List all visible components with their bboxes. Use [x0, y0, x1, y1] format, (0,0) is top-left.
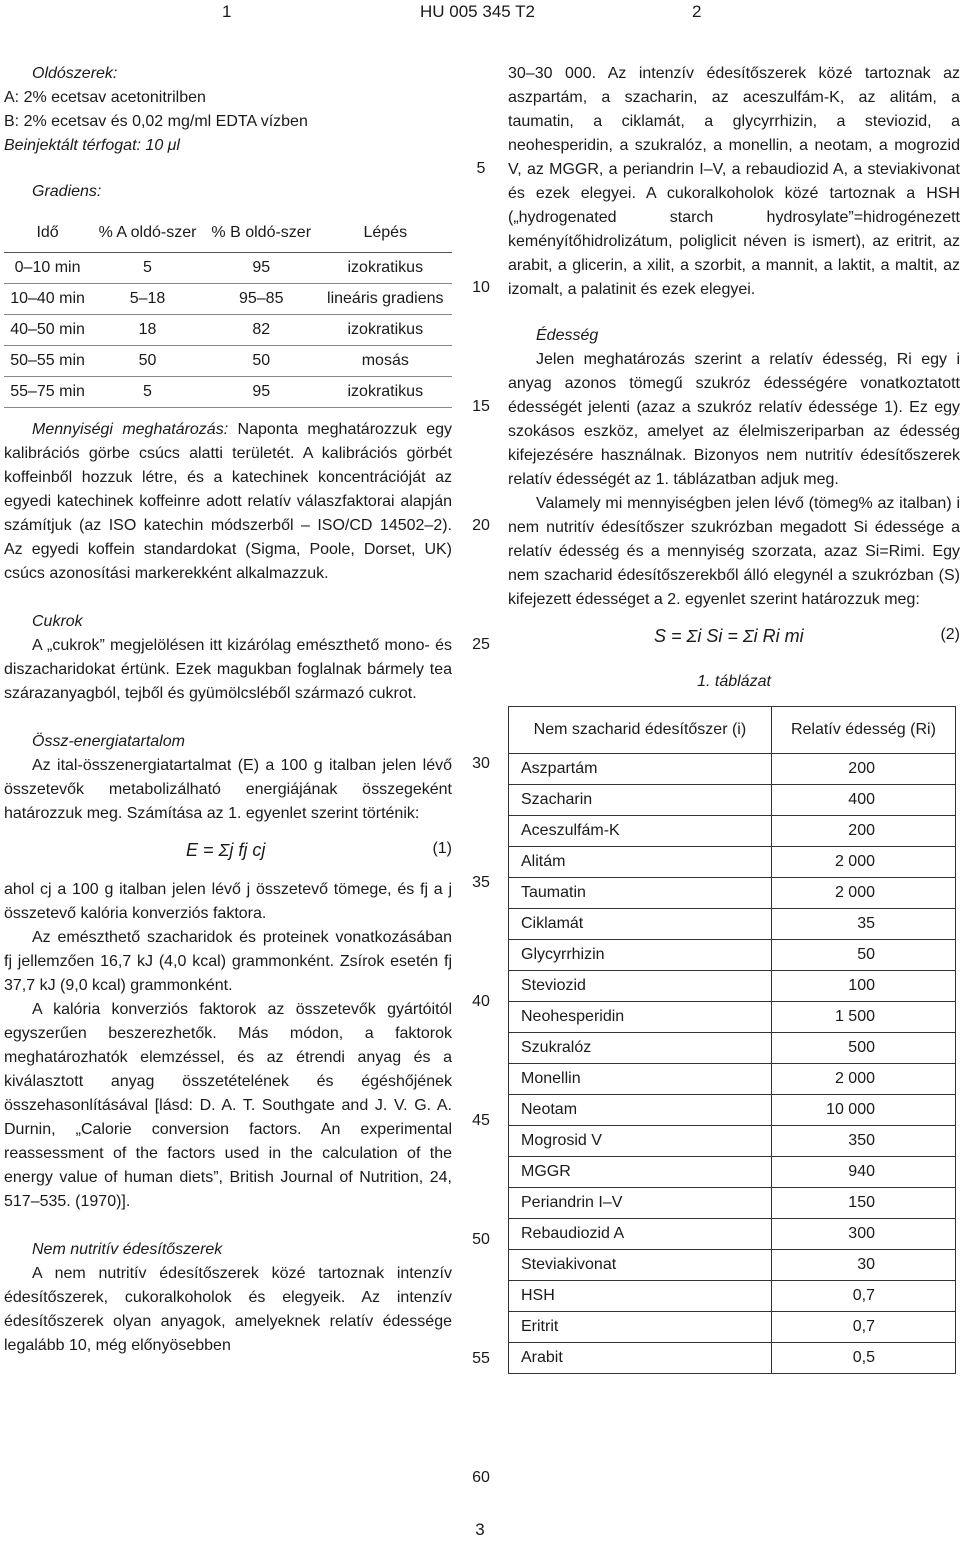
relative-sweetness-value: 2 000 — [771, 878, 955, 909]
gradient-table-cell: 18 — [91, 315, 204, 346]
sweetener-name: Glycyrrhizin — [509, 940, 772, 971]
sweetener-name: Neohesperidin — [509, 1002, 772, 1033]
nonnutritive-text: A nem nutritív édesítőszerek közé tartoznak intenzív édesítőszerek, cukoralkoholok és elegyeik. Az intenzív édesítőszerek olyan anyagok, amelyeknek relatív édessége legalább 10, még előnyösebben — [4, 1265, 452, 1354]
sweetness-heading: Édesség — [536, 327, 599, 344]
sweetener-name: Eritrit — [509, 1312, 772, 1343]
equation-2-body: S = Σi Si = Σi Ri mi — [654, 626, 804, 646]
relative-sweetness-value: 100 — [771, 971, 955, 1002]
sweetness-table-row — [509, 909, 956, 940]
relative-sweetness-value: 200 — [771, 816, 955, 847]
sweetness-table-row — [509, 1033, 956, 1064]
sweetener-name: Periandrin I–V — [509, 1188, 772, 1219]
energy-heading: Össz-energiatartalom — [32, 733, 185, 750]
equation-1-body: E = Σj fj cj — [186, 840, 266, 860]
left-column — [4, 62, 452, 1358]
sweetener-name: Monellin — [509, 1064, 772, 1095]
gradient-table-cell: izokratikus — [319, 253, 452, 284]
sweetener-name: Szukralóz — [509, 1033, 772, 1064]
line-number: 30 — [472, 755, 490, 772]
gradient-table-row — [4, 284, 452, 315]
relative-sweetness-value: 200 — [771, 754, 955, 785]
energy-text: Az ital-összenergiatartalmat (E) a 100 g italban jelen lévő összetevők metabolizálható energiájának összegeként határozzuk meg. Számítása az 1. egyenlet szerint történik: — [4, 757, 452, 822]
gradient-table-cell: 82 — [204, 315, 319, 346]
gradient-table-cell: 40–50 min — [4, 315, 91, 346]
relative-sweetness-value: 0,7 — [771, 1281, 955, 1312]
header-left-page: 1 — [222, 2, 232, 21]
sweetness-table-header — [509, 707, 956, 754]
sweetener-name: Alitám — [509, 847, 772, 878]
calorie-factor-text: A kalória konverziós faktorok az összetevők gyártóitól egyszerűen beszerezhetők. Más módon, a faktorok meghatározhatók elemzéssel, és az étrendi anyag és a kiválasztott anyag összetételének és égéshőjének összehasonlításával [lásd: D. A. T. Southgate and J. V. G. A. Durnin, „Calorie conversion factors. An experimental reassessment of the factors used in the calculation of the energy value of human diets”, British Journal of Nutrition, 24, 517–535. (1970)]. — [4, 1001, 452, 1210]
relative-sweetness-value: 350 — [771, 1126, 955, 1157]
sweetener-name: MGGR — [509, 1157, 772, 1188]
quantification-text: Naponta meghatározzuk egy kalibrációs görbe csúcs alatti területét. A kalibrációs görbét koffeinből hozzuk létre, és a katechinek koncentrációját az egyedi katechinek koffeinre adott relatív válaszfaktorai alapján számítjuk (az ISO katechin módszerből – ISO/CD 14502–2). Az egyedi koffein standardokat (Sigma, Poole, Dorset, UK) csúcs azonosítási markerekként alkalmazzuk. — [4, 421, 452, 582]
sweetener-name: Mogrosid V — [509, 1126, 772, 1157]
sweeteners-intro-text: 30–30 000. Az intenzív édesítőszerek közé tartoznak az aszpartám, a szacharin, az aceszulfám-K, az alitám, a taumatin, a ciklamát, a glycyrrhizin, a steviozid, a neohesperidin, a szukralóz, a monellin, a neotam, a mogrozid V, az MGGR, a periandrin I–V, a rebaudiozid A, a steviakivonat és ezek elegyei. A cukoralkoholok közé tartoznak a HSH („hydrogenated starch hydrosylate”=hidrogénezett keményítőhidrolizátum, poliglicit néven is ismert), az eritrit, az arabit, a glicerin, a xilit, a szorbit, a mannit, a laktit, a maltit, az izomalt, a palatinit és ezek elegyei. — [508, 65, 960, 298]
relative-sweetness-value: 10 000 — [771, 1095, 955, 1126]
col-header-time: Idő — [4, 220, 91, 253]
sweetness-table-row — [509, 816, 956, 847]
sugars-heading: Cukrok — [32, 613, 83, 630]
gradient-table-cell: 95–85 — [204, 284, 319, 315]
line-number: 50 — [472, 1231, 490, 1248]
col-header-step: Lépés — [319, 220, 452, 253]
quantification-label: Mennyiségi meghatározás: — [32, 421, 229, 438]
sweetness-table-row — [509, 785, 956, 816]
gradient-table-cell: lineáris gradiens — [319, 284, 452, 315]
relative-sweetness-value: 30 — [771, 1250, 955, 1281]
line-number: 25 — [472, 636, 490, 653]
sweetness-table-row — [509, 754, 956, 785]
relative-sweetness-value: 0,7 — [771, 1312, 955, 1343]
sweetness-table-row — [509, 1095, 956, 1126]
table-1-title: 1. táblázat — [697, 673, 771, 690]
gradient-table-cell: mosás — [319, 346, 452, 377]
line-number: 15 — [472, 398, 490, 415]
sweetness-table-row — [509, 1219, 956, 1250]
sweetness-table-row — [509, 878, 956, 909]
gradient-table-cell: 95 — [204, 253, 319, 284]
line-number: 10 — [472, 279, 490, 296]
col-header-a: % A oldó-szer — [91, 220, 204, 253]
sweetness-table-row — [509, 1281, 956, 1312]
sweetness-table-row — [509, 1002, 956, 1033]
relative-sweetness-value: 400 — [771, 785, 955, 816]
gradient-table-cell: 5 — [91, 377, 204, 408]
relative-sweetness-value: 300 — [771, 1219, 955, 1250]
amount-text: Valamely mi mennyiségben jelen lévő (tömeg% az italban) i nem nutritív édesítőszer szukrózban megadott Si édessége a relatív édesség és a mennyiség szorzata, azaz Si=Rimi. Egy nem szacharid édesítőszerekből álló elegynél a szukrózban (S) kifejezett édességet a 2. egyenlet szerint határozzuk meg: — [508, 495, 960, 608]
sweetness-table-row — [509, 1250, 956, 1281]
quantification-paragraph — [4, 418, 452, 586]
col-header-sweetener: Nem szacharid édesítőszer (i) — [509, 707, 772, 754]
sweetness-table-row — [509, 1188, 956, 1219]
line-number: 55 — [472, 1350, 490, 1367]
sweetener-name: Aceszulfám-K — [509, 816, 772, 847]
sugars-text: A „cukrok” megjelölésen itt kizárólag emészthető mono- és diszacharidokat értünk. Ezek magukban foglalnak bármely tea szárazanyagból, tejből és gyümölcsléből származó cukrot. — [4, 637, 452, 702]
equation-1 — [4, 826, 452, 878]
line-number: 60 — [472, 1469, 490, 1486]
page-header — [0, 0, 960, 22]
gradient-table-cell: izokratikus — [319, 315, 452, 346]
line-number: 45 — [472, 1112, 490, 1129]
sweetener-name: Steviakivonat — [509, 1250, 772, 1281]
gradient-table-cell: 50–55 min — [4, 346, 91, 377]
sweetener-name: Steviozid — [509, 971, 772, 1002]
relative-sweetness-value: 50 — [771, 940, 955, 971]
relative-sweetness-value: 2 000 — [771, 847, 955, 878]
relative-sweetness-value: 2 000 — [771, 1064, 955, 1095]
solvent-b: B: 2% ecetsav és 0,02 mg/ml EDTA vízben — [4, 113, 308, 130]
sweetener-name: HSH — [509, 1281, 772, 1312]
line-number: 35 — [472, 874, 490, 891]
gradient-table-row — [4, 315, 452, 346]
page-number: 3 — [475, 1520, 485, 1539]
sweetness-text: Jelen meghatározás szerint a relatív édesség, Ri egy i anyag azonos tömegű szukróz édességére vonatkoztatott édességét jelenti (azaz a szukróz relatív édessége 1). Ez egy szokásos eszköz, amelyet az élelmiszeriparban az édesség kifejezésére használnak. Bizonyos nem nutritív édesítőszerek relatív édességét az 1. táblázatban adjuk meg. — [508, 351, 960, 488]
gradient-table-row — [4, 377, 452, 408]
sweetener-name: Rebaudiozid A — [509, 1219, 772, 1250]
gradient-table-cell: 5–18 — [91, 284, 204, 315]
sweetness-table-row — [509, 1157, 956, 1188]
header-patent-number: HU 005 345 T2 — [420, 2, 535, 21]
relative-sweetness-value: 500 — [771, 1033, 955, 1064]
gradient-table-cell: 50 — [204, 346, 319, 377]
sweetener-name: Ciklamát — [509, 909, 772, 940]
relative-sweetness-value: 35 — [771, 909, 955, 940]
sweetener-name: Neotam — [509, 1095, 772, 1126]
gradient-table-cell: 10–40 min — [4, 284, 91, 315]
header-right-page: 2 — [692, 2, 702, 21]
relative-sweetness-value: 0,5 — [771, 1343, 955, 1374]
right-column — [508, 62, 960, 1374]
line-number: 20 — [472, 517, 490, 534]
sweetness-table-row — [509, 1312, 956, 1343]
where-text: ahol cj a 100 g italban jelen lévő j összetevő tömege, és fj a j összetevő kalória konverziós faktora. — [4, 881, 452, 922]
sweetener-name: Taumatin — [509, 878, 772, 909]
gradient-table-row — [4, 346, 452, 377]
equation-2 — [508, 612, 960, 664]
gradient-table-cell: 95 — [204, 377, 319, 408]
gradient-table-cell: izokratikus — [319, 377, 452, 408]
gradient-heading: Gradiens: — [32, 183, 102, 200]
sweetener-name: Arabit — [509, 1343, 772, 1374]
line-number: 5 — [476, 160, 486, 177]
gradient-table-cell: 5 — [91, 253, 204, 284]
solvents-heading: Oldószerek: — [32, 65, 118, 82]
equation-1-number: (1) — [432, 840, 452, 857]
line-number: 40 — [472, 993, 490, 1010]
gradient-table-cell: 55–75 min — [4, 377, 91, 408]
sweetness-table-row — [509, 847, 956, 878]
equation-2-number: (2) — [940, 626, 960, 643]
col-header-b: % B oldó-szer — [204, 220, 319, 253]
relative-sweetness-value: 150 — [771, 1188, 955, 1219]
sweetness-table-row — [509, 971, 956, 1002]
sweetener-name: Aszpartám — [509, 754, 772, 785]
sweetness-table-row — [509, 1126, 956, 1157]
relative-sweetness-value: 940 — [771, 1157, 955, 1188]
injection-volume: Beinjektált térfogat: 10 μl — [4, 137, 180, 154]
sweetness-table-row — [509, 1064, 956, 1095]
gradient-table-cell: 50 — [91, 346, 204, 377]
sweetness-table — [508, 706, 956, 1374]
sweetness-table-row — [509, 940, 956, 971]
digestible-text: Az emészthető szacharidok és proteinek vonatkozásában fj jellemzően 16,7 kJ (4,0 kcal) grammonként. Zsírok esetén fj 37,7 kJ (9,0 kcal) grammonként. — [4, 929, 452, 994]
gradient-table — [4, 220, 452, 408]
gradient-table-header — [4, 220, 452, 253]
gradient-table-row — [4, 253, 452, 284]
col-header-relative-sweetness: Relatív édesség (Ri) — [771, 707, 955, 754]
nonnutritive-heading: Nem nutritív édesítőszerek — [32, 1241, 223, 1258]
relative-sweetness-value: 1 500 — [771, 1002, 955, 1033]
solvent-a: A: 2% ecetsav acetonitrilben — [4, 89, 206, 106]
gradient-table-cell: 0–10 min — [4, 253, 91, 284]
sweetness-table-row — [509, 1343, 956, 1374]
sweetener-name: Szacharin — [509, 785, 772, 816]
